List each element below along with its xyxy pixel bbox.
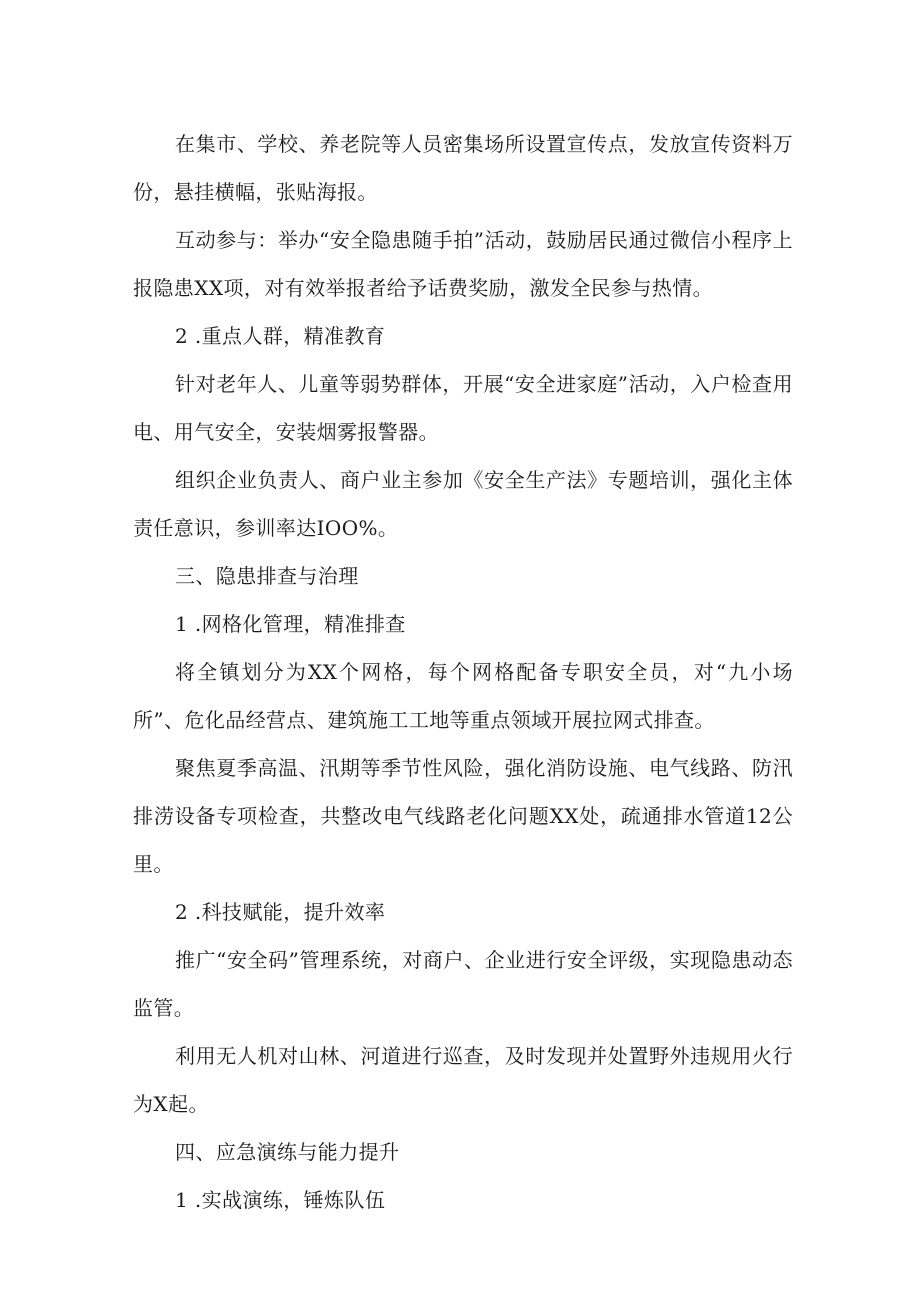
paragraph-safety-code: 推广“安全码”管理系统，对商户、企业进行安全评级，实现隐患动态监管。: [133, 948, 793, 1020]
subheading-tech-empowerment: 2 .科技赋能，提升效率: [175, 900, 386, 924]
document-body: [133, 120, 793, 1224]
paragraph-drone-patrol: 利用无人机对山林、河道进行巡查，及时发现并处置野外违规用火行为X起。: [133, 1044, 793, 1116]
paragraph-interactive-participation: 互动参与：举办“安全隐患随手拍”活动，鼓励居民通过微信小程序上报隐患XX项，对有效举报者给予话费奖励，激发全民参与热情。: [133, 228, 793, 300]
subheading-live-drills: 1 .实战演练，锤炼队伍: [175, 1188, 386, 1212]
paragraph-publicity-points: 在集市、学校、养老院等人员密集场所设置宣传点，发放宣传资料万份，悬挂横幅，张贴海报。: [133, 132, 793, 204]
paragraph-vulnerable-groups: 针对老年人、儿童等弱势群体，开展“安全进家庭”活动，入户检查用电、用气安全，安装烟雾报警器。: [133, 372, 793, 444]
section-heading-hazard-inspection: 三、隐患排查与治理: [175, 564, 359, 588]
paragraph-seasonal-risks: 聚焦夏季高温、汛期等季节性风险，强化消防设施、电气线路、防汛排涝设备专项检查，共整改电气线路老化问题XX处，疏通排水管道12公里。: [133, 756, 793, 876]
paragraph-enterprise-training: 组织企业负责人、商户业主参加《安全生产法》专题培训，强化主体责任意识，参训率达IOO%。: [133, 468, 793, 540]
subheading-grid-management: 1 .网格化管理，精准排查: [175, 612, 406, 636]
subheading-key-groups: 2 .重点人群，精准教育: [175, 324, 386, 348]
paragraph-grid-division: 将全镇划分为XX个网格，每个网格配备专职安全员，对“九小场所”、危化品经营点、建筑施工工地等重点领域开展拉网式排查。: [133, 660, 793, 732]
section-heading-emergency-drills: 四、应急演练与能力提升: [175, 1140, 400, 1164]
